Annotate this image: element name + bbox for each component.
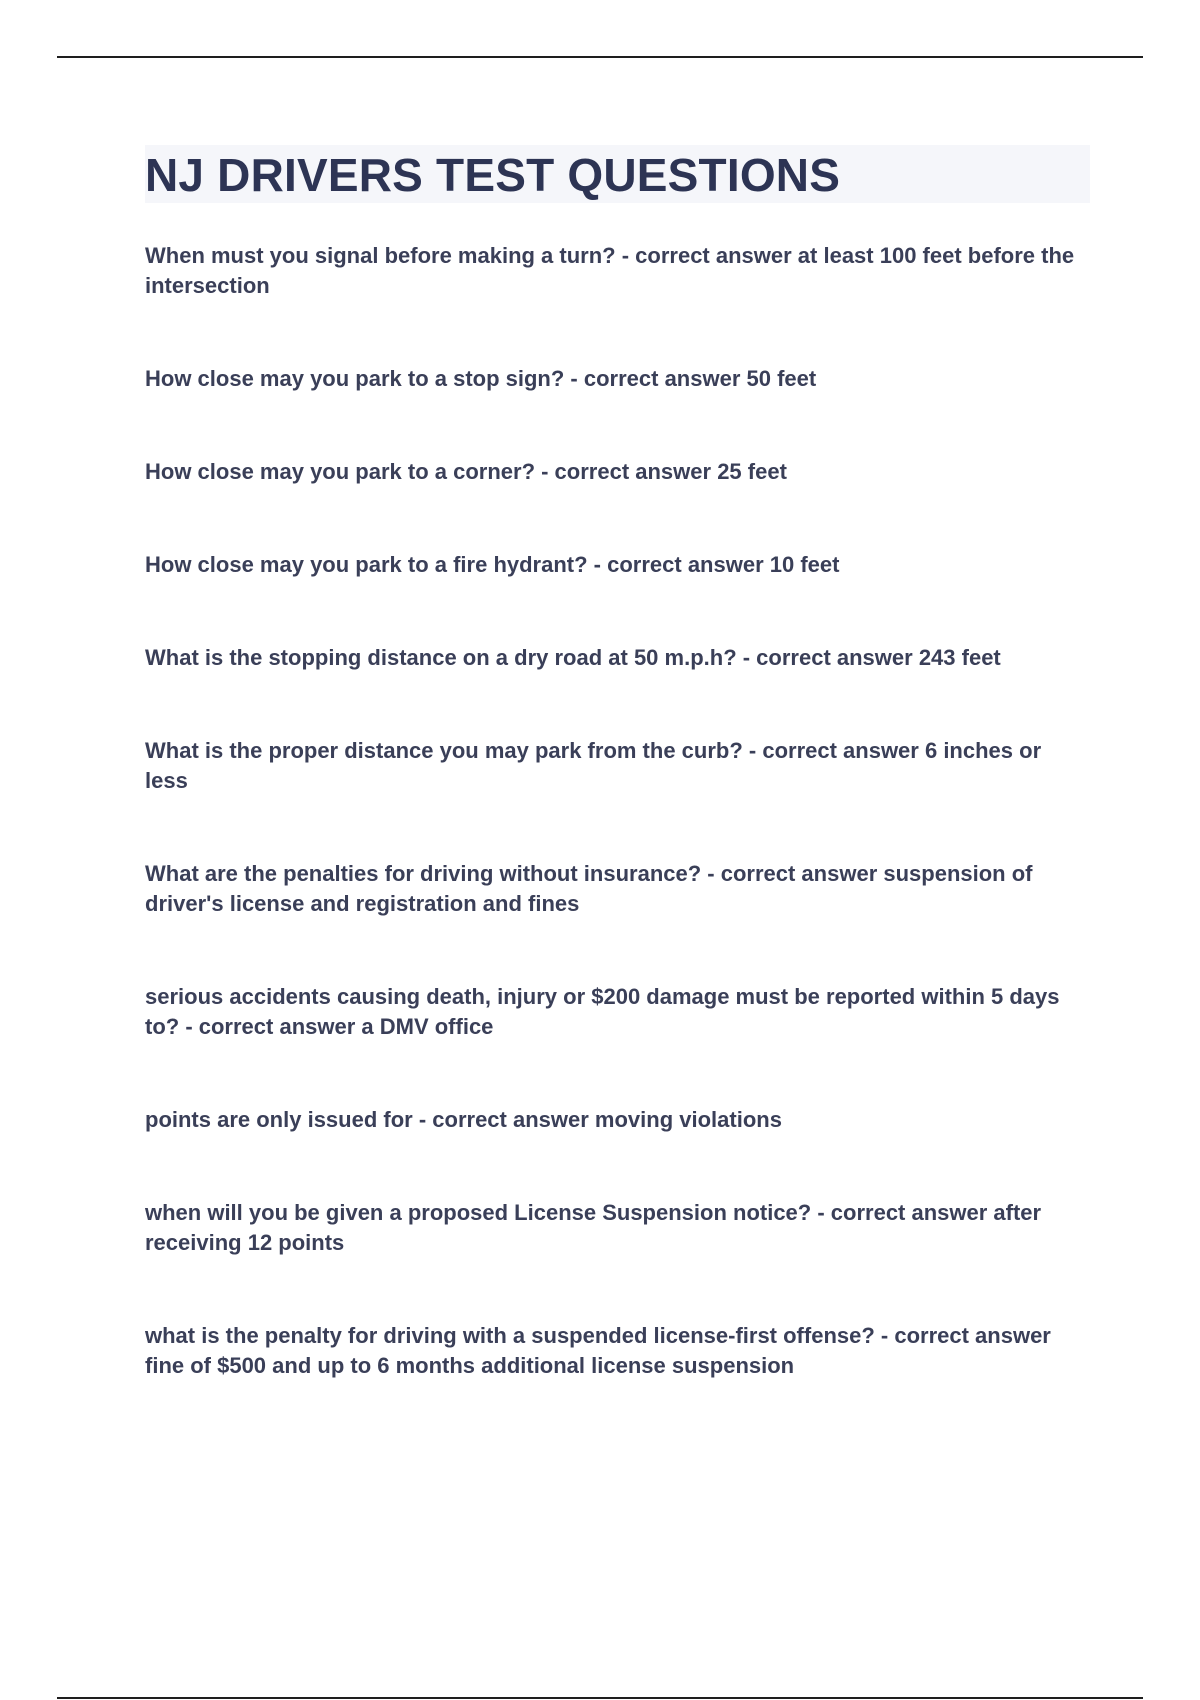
question-item: How close may you park to a corner? - correct answer 25 feet xyxy=(145,459,787,484)
top-divider xyxy=(57,56,1143,58)
question-item: serious accidents causing death, injury or $200 damage must be reported within 5 days to? - correct answer a DMV office xyxy=(145,984,1060,1039)
question-item: When must you signal before making a turn? - correct answer at least 100 feet before the intersection xyxy=(145,243,1075,298)
question-item: What is the proper distance you may park from the curb? - correct answer 6 inches or less xyxy=(145,738,1042,793)
question-item: what is the penalty for driving with a suspended license-first offense? - correct answer fine of $500 and up to 6 months additional license suspension xyxy=(145,1323,1051,1378)
document-title: NJ DRIVERS TEST QUESTIONS xyxy=(145,149,841,201)
question-item: points are only issued for - correct answer moving violations xyxy=(145,1107,782,1132)
question-item: What is the stopping distance on a dry road at 50 m.p.h? - correct answer 243 feet xyxy=(145,645,1001,670)
document-body xyxy=(145,145,1090,1444)
question-item: How close may you park to a stop sign? - correct answer 50 feet xyxy=(145,366,817,391)
title-banner xyxy=(145,145,1090,203)
question-list xyxy=(145,241,1090,1381)
question-item: How close may you park to a fire hydrant? - correct answer 10 feet xyxy=(145,552,840,577)
bottom-divider xyxy=(57,1697,1143,1699)
question-item: What are the penalties for driving without insurance? - correct answer suspension of driver's license and registration and fines xyxy=(145,861,1033,916)
question-item: when will you be given a proposed License Suspension notice? - correct answer after receiving 12 points xyxy=(145,1200,1042,1255)
